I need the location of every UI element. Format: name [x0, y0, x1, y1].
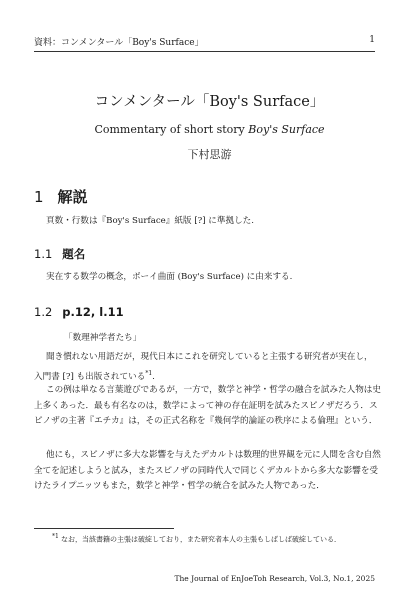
paragraph-text: 聞き慣れない用語だが，現代日本にこれを研究していると主張する研究者が実在し，入門書 [?] も出版されている — [34, 352, 373, 382]
footnote-text: なお，当該書籍の主張は破綻しており，また研究者本人の主張もしばしば破綻している． — [58, 535, 342, 544]
quoted-term: 「数理神学者たち」 — [64, 333, 142, 343]
document-subtitle — [0, 123, 419, 136]
section-1-2-paragraph-2: この例は単なる言葉遊びであるが，一方で，数学と神学・哲学の融合を試みた人物は史上多くあった．最も有名なのは，数学によって神の存在証明を試みたスピノザだろう．スピノザの主著『エチカ』は，その正式名称を『幾何学的論証の秩序による倫理』という． — [34, 385, 381, 426]
running-title: 資料：コンメンタール「Boy's Surface」 — [34, 38, 204, 48]
page-number: 1 — [369, 35, 375, 45]
subsection-number: 1.1 — [34, 247, 53, 261]
subsection-number: 1.2 — [34, 305, 53, 319]
section-heading-1 — [34, 186, 88, 207]
document-title: コンメンタール「Boy's Surface」 — [94, 94, 325, 110]
document-author: 下村思游 — [187, 148, 232, 161]
title-block — [0, 90, 419, 162]
footnote-rule — [34, 528, 174, 529]
section-number: 1 — [34, 188, 44, 206]
subsection-title: 題名 — [62, 247, 86, 261]
section-1-paragraph: 頁数・行数は『Boy's Surface』紙版 [?] に準拠した. — [46, 216, 254, 226]
subsection-title: p.12, l.11 — [62, 305, 124, 319]
footnote-mark: *1 — [52, 533, 59, 540]
section-title: 解説 — [57, 188, 88, 206]
section-1-2-paragraph-1 — [34, 350, 381, 385]
footnote — [52, 533, 379, 544]
section-heading-1-1 — [34, 246, 85, 262]
subtitle-italic: Boy's Surface — [248, 123, 325, 136]
footnote-marker: *1 — [145, 369, 153, 377]
section-1-1-paragraph: 実在する数学の概念，ボーイ曲面 (Boy's Surface) に由来する. — [46, 272, 293, 282]
journal-footer: The Journal of EnJoeToh Research, Vol.3, No.1, 2025 — [174, 574, 375, 583]
section-heading-1-2 — [34, 305, 124, 319]
paragraph-end: . — [152, 371, 155, 382]
section-1-2-paragraph-3: 他にも，スピノザに多大な影響を与えたデカルトは数理的世界観を元に人間を含む自然全てを記述しようと試み，またスピノザの同時代人で同じくデカルトから多大な影響を受けたライプニッツもまた，数学と神学・哲学の統合を試みた人物であった． — [34, 450, 381, 491]
subtitle-prefix: Commentary of short story — [94, 123, 249, 136]
running-header — [34, 35, 375, 52]
